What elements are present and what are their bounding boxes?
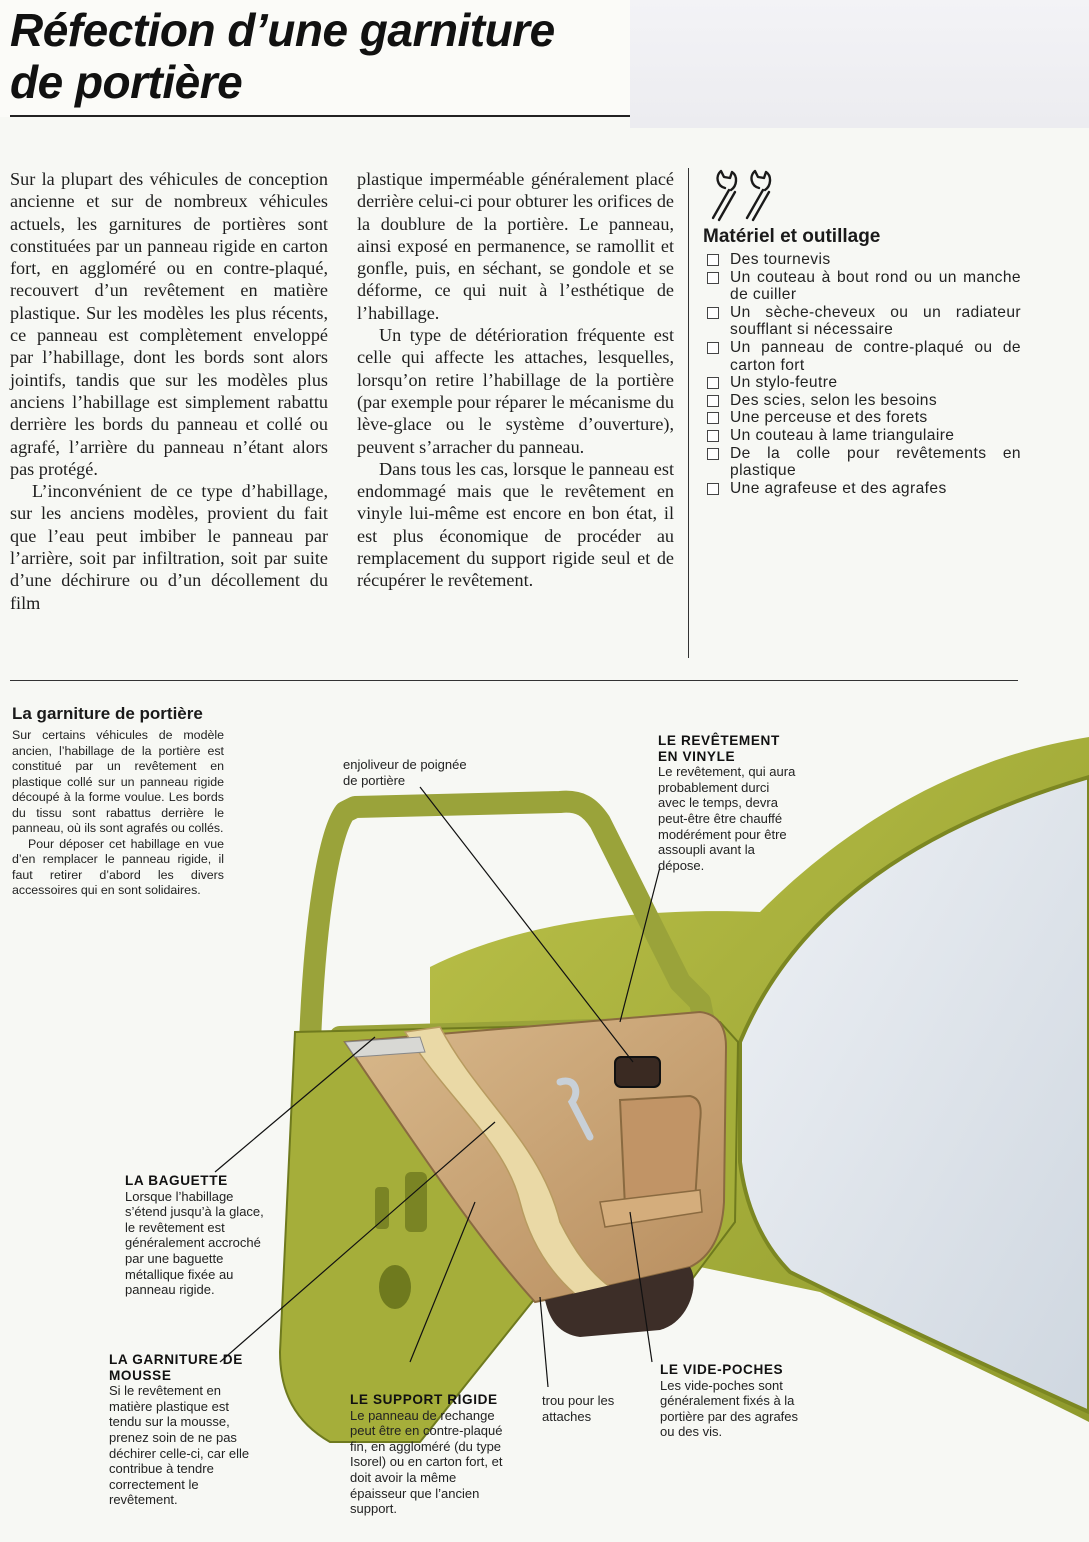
checkbox-icon <box>707 430 719 442</box>
checkbox-icon <box>707 483 719 495</box>
door-hole <box>375 1187 389 1229</box>
intro-paragraph: Sur certains véhicules de modèle ancien, l’habillage de la portière est constitué par un revêtement en plastique collé sur un panneau rigide découpé à la forme voulue. Les bords du tissu sont rabattus derrière le panneau, où ils sont agrafés ou collés. <box>12 728 224 835</box>
body-paragraph: Dans tous les cas, lorsque le panneau est endommagé mais que le revêtement en vinyle lui-même est encore en bon état, il est plus économique de procéder au remplacement du support rigide seul et de récupérer le revêtement. <box>357 458 674 591</box>
list-item <box>705 251 1021 269</box>
list-item <box>705 339 1021 374</box>
page-title <box>10 4 555 108</box>
section-intro <box>12 728 224 899</box>
body-paragraph: Un type de détérioration fréquente est celle qui affecte les attaches, lesquelles, lorsqu’on retire l’habillage de la portière (par exemple pour réparer le mécanisme du lève-glace ou le système d’ouverture), peuvent s’arracher du panneau. <box>357 325 674 457</box>
materials-list <box>705 251 1021 497</box>
label-title: LE REVÊTEMENT EN VINYLE <box>658 733 780 764</box>
checkbox-icon <box>707 307 719 319</box>
label-enjoliveur <box>343 757 483 788</box>
list-item <box>705 374 1021 392</box>
door-hole <box>379 1265 411 1309</box>
leader-line <box>540 1297 548 1387</box>
door-hole <box>405 1172 427 1232</box>
title-line-1: Réfection d’une garniture <box>10 4 555 56</box>
list-item <box>705 304 1021 339</box>
checkbox-icon <box>707 448 719 460</box>
list-item-label: De la colle pour revêtements en plastique <box>730 444 1021 480</box>
list-item <box>705 427 1021 445</box>
label-text: enjoliveur de poignée de portière <box>343 757 467 788</box>
list-item <box>705 480 1021 498</box>
body-column-1 <box>10 168 328 614</box>
label-title: LE SUPPORT RIGIDE <box>350 1392 498 1407</box>
label-text: Le panneau de rechange peut être en contre-plaqué fin, en aggloméré (du type Isorel) ou en carton fort, et doit avoir la même épaisseur que l’ancien support. <box>350 1407 503 1517</box>
list-item-label: Une perceuse et des forets <box>730 409 928 427</box>
body-paragraph: L’inconvénient de ce type d’habillage, sur les anciens modèles, provient du fait que l’eau peut imbiber le panneau par l’arrière, soit par infiltration, soit par suite d’une déchirure ou d’un décollement du film <box>10 481 328 613</box>
checkbox-icon <box>707 342 719 354</box>
label-text: Les vide-poches sont généralement fixés à la portière par des agrafes ou des vis. <box>660 1377 799 1440</box>
label-vide-poches <box>660 1362 810 1440</box>
materials-title: Matériel et outillage <box>703 226 881 247</box>
body-paragraph: plastique imperméable généralement placé derrière celui-ci pour obturer les orifices de la doublure de la portière. Le panneau, ainsi exposé en permanence, se ramollit et gonfle, puis, en séchant, se gondole et se déforme, ce qui nuit à l’esthétique de l’habillage. <box>357 169 674 323</box>
checkbox-icon <box>707 254 719 266</box>
intro-paragraph: Pour déposer cet habillage en vue d’en remplacer le panneau rigide, il faut retirer d’abord les divers accessoires qui en sont solidaires. <box>12 836 224 897</box>
checkbox-icon <box>707 412 719 424</box>
column-divider <box>688 168 689 658</box>
checkbox-icon <box>707 272 719 284</box>
list-item <box>705 392 1021 410</box>
list-item-label: Des tournevis <box>730 251 831 268</box>
body-column-2 <box>357 168 674 592</box>
title-shade <box>630 0 1089 128</box>
list-item-label: Une agrafeuse et des agrafes <box>730 479 947 497</box>
list-item-label: Un panneau de contre-plaqué ou de carton fort <box>730 338 1021 374</box>
list-item <box>705 269 1021 304</box>
checkbox-icon <box>707 377 719 389</box>
label-revetement <box>658 733 798 873</box>
body-paragraph: Sur la plupart des véhicules de conception ancienne et sur de nombreux véhicules actuels, les garnitures de portières sont constituées par un panneau rigide en carton fort, en aggloméré ou en contre-plaqué, recouvert d’un revêtement en matière plastique. Sur les modèles les plus récents, ce panneau est complètement enveloppé par l’habillage, dont les bords sont alors jointifs, tandis que sur les modèles plus anciens l’habillage est simplement rabattu derrière les bords du panneau et collé ou agrafé, l’arrière du panneau n’étant alors pas protégé. <box>10 169 328 479</box>
list-item-label: Un couteau à lame triangulaire <box>730 426 955 444</box>
list-item <box>705 445 1021 480</box>
label-title: LE VIDE-POCHES <box>660 1362 784 1377</box>
list-item-label: Un stylo-feutre <box>730 374 838 392</box>
section-title: La garniture de portière <box>12 704 203 723</box>
title-rule <box>10 115 630 117</box>
list-item-label: Un sèche-cheveux ou un radiateur soufflant si nécessaire <box>730 303 1021 339</box>
label-text: trou pour les attaches <box>542 1393 615 1424</box>
label-text: Si le revêtement en matière plastique est tendu sur la mousse, prenez soin de ne pas déchirer celle-ci, car elle contribue à tendre correctement le revêtement. <box>109 1383 250 1508</box>
list-item-label: Des scies, selon les besoins <box>730 391 938 409</box>
section-divider <box>10 680 1018 681</box>
label-text: Le revêtement, qui aura probablement durci avec le temps, devra peut-être être chauffé modérément pour être assoupli avant la dépose. <box>658 764 796 873</box>
label-baguette <box>125 1173 265 1298</box>
list-item <box>705 409 1021 427</box>
label-title: LA GARNITURE DE MOUSSE <box>109 1352 243 1383</box>
title-line-2: de portière <box>10 56 243 108</box>
door-handle-bezel <box>615 1057 660 1087</box>
list-item-label: Un couteau à bout rond ou un manche de cuiller <box>730 268 1021 304</box>
label-support <box>350 1392 505 1517</box>
label-text: Lorsque l’habillage s’étend jusqu’à la glace, le revêtement est généralement accroché par une baguette métallique fixée au panneau rigide. <box>125 1188 264 1298</box>
checkbox-icon <box>707 395 719 407</box>
wrenches-icon <box>703 166 787 222</box>
label-mousse <box>109 1352 264 1508</box>
door-pocket <box>620 1096 701 1207</box>
label-title: LA BAGUETTE <box>125 1173 228 1188</box>
label-trou <box>542 1393 632 1424</box>
